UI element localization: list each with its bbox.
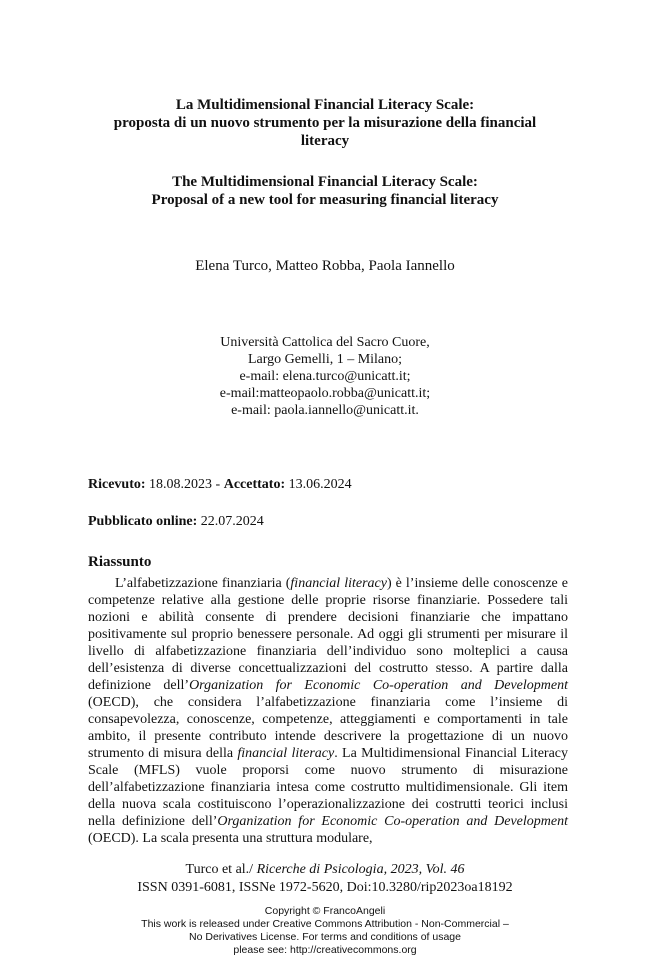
abstract-text: (OECD). La scala presenta una struttura modulare,	[88, 831, 373, 846]
affiliation-line: Largo Gemelli, 1 – Milano;	[247, 352, 403, 367]
received-date: 18.08.2023 -	[145, 477, 224, 492]
abstract-italic: financial literacy	[237, 746, 335, 761]
abstract-text: . La Multidimensional Financial Literacy Scale (MFLS) vuole proporsi come nuovo strumento di misurazione dell’alfabetizzazione finanziaria intesa come costrutto multidimensionale. Gli item della nuova scala costituiscono l’operazionalizzazione dei costrutti teorici inclusi nella definizione dell’	[88, 746, 569, 829]
title-english-line: The Multidimensional Financial Literacy Scale:	[172, 174, 478, 190]
accepted-date: 13.06.2024	[285, 477, 352, 492]
published-date: 22.07.2024	[197, 514, 264, 529]
copyright-line: Copyright © FrancoAngeli	[264, 905, 386, 917]
email-line: e-mail: paola.iannello@unicatt.it.	[231, 403, 419, 418]
received-accepted-dates	[88, 477, 568, 493]
journal-name: Ricerche di Psicologia, 2023, Vol. 46	[256, 862, 465, 877]
abstract-text: ) è l’insieme delle conoscenze e competenze relative alla gestione delle proprie risorse finanziarie. Possedere tali nozioni e abilità consente di prendere decisioni finanziarie che impattano positivamente sul proprio benessere personale. Ad oggi gli strumenti per misurare il livello di alfabetizzazione finanziaria dell’individuo sono molteplici a causa dell’esistenza di diverse concettualizzazioni del costrutto stesso. A partire dalla definizione dell’	[88, 576, 569, 693]
abstract-italic: Organization for Economic Co-operation and Development	[217, 814, 568, 829]
journal-prefix: Turco et al./	[185, 862, 257, 877]
title-italian	[0, 96, 650, 150]
section-heading: Riassunto	[88, 554, 152, 570]
authors: Elena Turco, Matteo Robba, Paola Iannello	[195, 258, 455, 274]
title-italian-line: literacy	[300, 133, 350, 149]
title-english	[0, 173, 650, 209]
license-line: No Derivatives License. For terms and conditions of usage	[189, 931, 461, 943]
published-label: Pubblicato online:	[88, 514, 198, 529]
license-line: This work is released under Creative Commons Attribution - Non-Commercial –	[141, 918, 509, 930]
received-label: Ricevuto:	[88, 477, 146, 492]
affiliation	[0, 334, 650, 419]
abstract-body	[88, 575, 568, 847]
title-italian-line: La Multidimensional Financial Literacy Scale:	[175, 97, 475, 113]
published-date-line	[88, 514, 568, 530]
accepted-label: Accettato:	[223, 477, 286, 492]
license-line: please see: http://creativecommons.org	[233, 944, 417, 956]
email-line: e-mail: elena.turco@unicatt.it;	[239, 369, 411, 384]
issn-doi: ISSN 0391-6081, ISSNe 1972-5620, Doi:10.3280/rip2023oa18192	[137, 880, 513, 895]
license-notice	[0, 905, 650, 957]
abstract-italic: financial literacy	[290, 576, 387, 591]
abstract-text: L’alfabetizzazione finanziaria (	[115, 576, 291, 591]
abstract-text: (OECD), che considera l’alfabetizzazione finanziaria come l’insieme di consapevolezza, conoscenze, competenze, atteggiamenti e comportamenti in tale ambito, il presente contributo intende descrivere la progettazione di un nuovo strumento di misura della	[88, 695, 568, 761]
journal-citation	[0, 862, 650, 878]
email-line: e-mail:matteopaolo.robba@unicatt.it;	[219, 386, 431, 401]
affiliation-line: Università Cattolica del Sacro Cuore,	[220, 335, 430, 350]
title-italian-line: proposta di un nuovo strumento per la misurazione della financial	[113, 115, 537, 131]
title-english-line: Proposal of a new tool for measuring financial literacy	[151, 192, 499, 208]
abstract-italic: Organization for Economic Co-operation and Development	[189, 678, 568, 693]
